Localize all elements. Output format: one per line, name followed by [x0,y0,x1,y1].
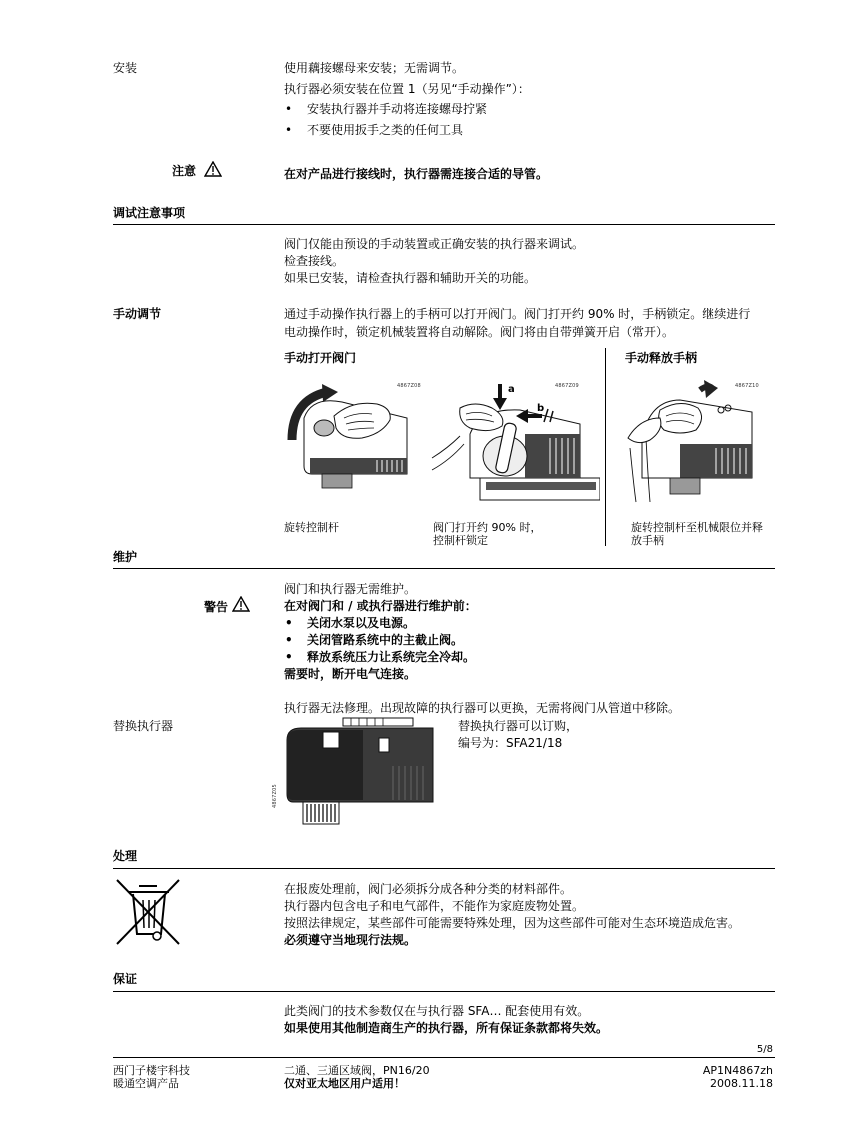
commissioning-line: 检查接线。 [284,254,345,268]
repair-text: 执行器无法修理。出现故障的执行器可以更换，无需将阀门从管道中移除。 [284,701,681,715]
figure-rotate-lever [282,378,412,496]
note-label: 注意 [172,164,197,178]
footer-divider [113,1057,775,1058]
install-bullet: • 安装执行器并手动将连接螺母拧紧 [307,101,487,118]
figure-title-release: 手动释放手柄 [625,351,698,365]
actuator-illustration [283,716,438,828]
divider [113,868,775,869]
figure-code: 4867Z09 [555,383,579,389]
manual-label: 手动调节 [113,307,162,321]
figure-lever-locked [430,378,600,504]
warning-triangle-icon [232,596,250,612]
section-heading-warranty: 保证 [113,972,138,986]
footer-date: 2008.11.18 [710,1077,773,1090]
figure-code: 4867Z08 [397,383,421,389]
replace-label: 替换执行器 [113,719,174,733]
manual-line-1: 通过手动操作执行器上的手柄可以打开阀门。阀门打开约 90% 时，手柄锁定。继续进行 [284,307,751,321]
footer-doc-id: AP1N4867zh [702,1064,773,1077]
install-label: 安装 [113,61,138,75]
warning-intro: 在对阀门和 / 或执行器进行维护前： [284,599,477,613]
divider [113,224,775,225]
warning-bullet: • 释放系统压力让系统完全冷却。 [307,649,475,666]
replace-line-2: 编号为：SFA21/18 [458,736,563,750]
warning-bullet: • 关闭管路系统中的主截止阀。 [307,632,463,649]
divider [113,991,775,992]
install-line-2: 执行器必须安装在位置 1（另见“手动操作”）： [284,82,530,96]
manual-line-2: 电动操作时，锁定机械装置将自动解除。阀门将由自带弹簧开启（常开）。 [284,325,675,339]
figure-caption: 放手柄 [631,534,664,547]
footer-company: 西门子楼宇科技 [113,1064,190,1077]
warranty-line: 此类阀门的技术参数仅在与执行器 SFA… 配套使用有效。 [284,1004,590,1018]
figure-caption: 旋转控制杆 [284,521,339,534]
footer-division: 暖通空调产品 [113,1077,179,1090]
figure-caption: 阀门打开约 90% 时， [433,521,542,534]
arrow-label-b: b [537,403,545,414]
figure-title-open: 手动打开阀门 [284,351,357,365]
figure-release-lever [620,378,755,504]
figure-caption: 控制杆锁定 [433,534,488,547]
disposal-bold: 必须遵守当地现行法规。 [284,933,417,947]
warning-end: 需要时，断开电气连接。 [284,667,417,681]
install-line-1: 使用藕接螺母来安装；无需调节。 [284,61,465,75]
footer-product: 二通、三通区域阀，PN16/20 [284,1064,430,1077]
commissioning-line: 阀门仅能由预设的手动装置或正确安装的执行器来调试。 [284,237,585,251]
note-text: 在对产品进行接线时，执行器需连接合适的导管。 [284,167,549,181]
maintenance-line: 阀门和执行器无需维护。 [284,582,417,596]
figure-caption: 旋转控制杆至机械限位并释 [631,521,763,534]
commissioning-line: 如果已安装，请检查执行器和辅助开关的功能。 [284,271,537,285]
disposal-line: 按照法律规定，某些部件可能需要特殊处理，因为这些部件可能对生态环境造成危害。 [284,916,741,930]
warning-triangle-icon [204,161,222,177]
crossed-bin-icon [113,876,183,948]
warning-label: 警告 [204,600,229,614]
divider [113,568,775,569]
disposal-line: 在报废处理前，阀门必须拆分成各种分类的材料部件。 [284,882,573,896]
section-heading-commissioning: 调试注意事项 [113,206,186,220]
warranty-bold: 如果使用其他制造商生产的执行器，所有保证条款都将失效。 [284,1021,609,1035]
section-heading-disposal: 处理 [113,849,138,863]
install-bullet: • 不要使用扳手之类的任何工具 [307,122,463,139]
figure-code: 4867Z05 [272,784,278,808]
warning-bullet: • 关闭水泵以及电源。 [307,615,415,632]
replace-line-1: 替换执行器可以订购， [458,719,579,733]
section-heading-maintenance: 维护 [113,550,138,564]
column-divider [605,348,606,546]
footer-region: 仅对亚太地区用户适用！ [284,1077,405,1090]
arrow-label-a: a [508,384,515,395]
disposal-line: 执行器内包含电子和电气部件，不能作为家庭废物处置。 [284,899,585,913]
page-number: 5/8 [756,1044,773,1055]
figure-code: 4867Z10 [735,383,759,389]
